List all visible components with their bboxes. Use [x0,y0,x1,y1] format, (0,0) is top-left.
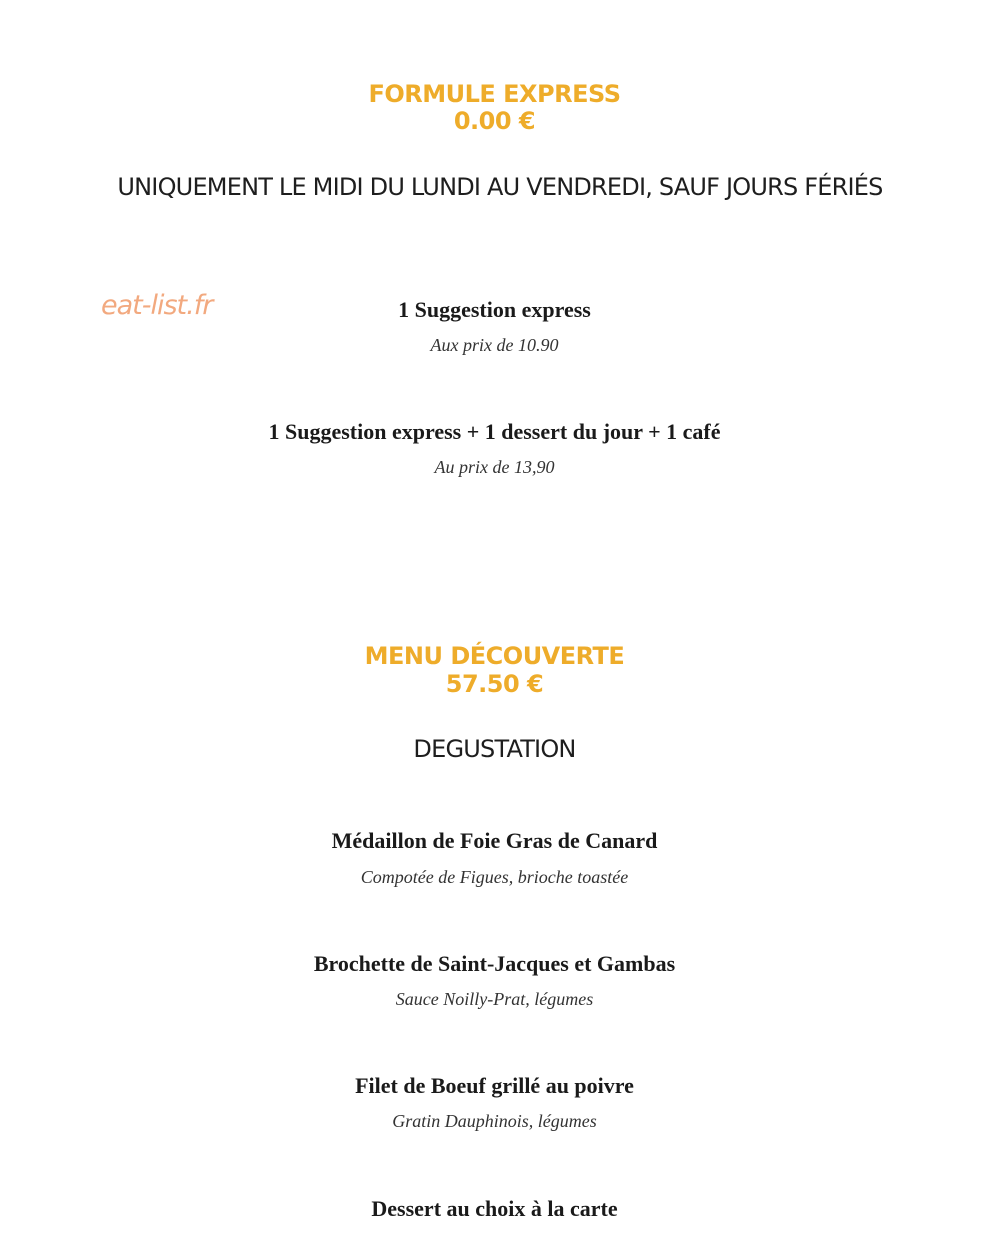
menu-title: MENU DÉCOUVERTE [364,642,625,670]
watermark-text: eat-list.fr [101,290,213,321]
menu-item-description: Au prix de 13,90 [434,457,555,477]
menu-subtitle: DEGUSTATION [413,735,576,763]
menu-item-name: Filet de Boeuf grillé au poivre [355,1073,634,1098]
menu-item-description: Aux prix de 10.90 [430,335,559,355]
menu-item-name: Dessert au choix à la carte [371,1196,618,1221]
menu-item-description: Sauce Noilly-Prat, légumes [395,989,594,1009]
menu-title: FORMULE EXPRESS [368,80,621,108]
menu-item-description: Gratin Dauphinois, légumes [392,1111,597,1131]
menu-item-name: 1 Suggestion express [398,297,591,322]
menu-item-description: Compotée de Figues, brioche toastée [360,867,629,887]
menu-item-name: 1 Suggestion express + 1 dessert du jour + 1 café [268,419,721,444]
menu-price: 57.50 € [445,670,544,698]
menu-item-name: Médaillon de Foie Gras de Canard [331,828,658,853]
menu-item-name: Brochette de Saint-Jacques et Gambas [313,951,676,976]
menu-price: 0.00 € [453,107,536,135]
menu-subtitle: UNIQUEMENT LE MIDI DU LUNDI AU VENDREDI, SAUF JOURS FÉRIÉS [117,173,883,201]
